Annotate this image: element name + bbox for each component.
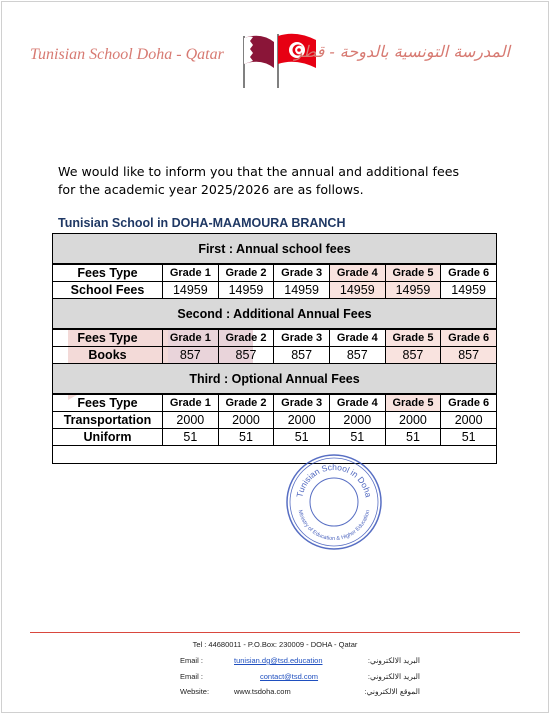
stamp-bottom-text: Ministry of Education & Higher Education bbox=[296, 509, 372, 543]
grade-header-row bbox=[53, 395, 497, 412]
footer-label-ar: البريد الالكتروني: bbox=[367, 672, 420, 681]
fee-value: 2000 bbox=[274, 412, 330, 429]
grade-header: Grade 4 bbox=[329, 395, 385, 412]
section-title: Third : Optional Annual Fees bbox=[53, 364, 497, 394]
grade-header: Grade 3 bbox=[274, 330, 330, 347]
section-title: Second : Additional Annual Fees bbox=[53, 299, 497, 329]
grade-header: Grade 6 bbox=[441, 330, 497, 347]
grade-header: Grade 1 bbox=[163, 265, 219, 282]
section-header-row bbox=[53, 364, 497, 394]
fee-value: 51 bbox=[329, 429, 385, 446]
empty-row bbox=[53, 446, 497, 464]
fee-label: Transportation bbox=[53, 412, 163, 429]
section-title: First : Annual school fees bbox=[53, 234, 497, 264]
fee-value: 2000 bbox=[385, 412, 441, 429]
grade-header: Grade 6 bbox=[441, 265, 497, 282]
fee-value: 51 bbox=[163, 429, 219, 446]
fees-type-header: Fees Type bbox=[53, 395, 163, 412]
fees-type-header: Fees Type bbox=[53, 330, 163, 347]
section-header-row bbox=[53, 299, 497, 329]
grade-header: Grade 3 bbox=[274, 395, 330, 412]
fee-value: 2000 bbox=[218, 412, 274, 429]
fee-value: 51 bbox=[274, 429, 330, 446]
fee-value: 2000 bbox=[329, 412, 385, 429]
grade-header: Grade 5 bbox=[385, 265, 441, 282]
intro-line-1: We would like to inform you that the annual and additional fees bbox=[58, 164, 460, 179]
grade-header: Grade 1 bbox=[163, 330, 219, 347]
fee-value: 14959 bbox=[329, 282, 385, 299]
grade-header: Grade 4 bbox=[329, 330, 385, 347]
grade-header-row bbox=[53, 330, 497, 347]
grade-header: Grade 2 bbox=[218, 330, 274, 347]
grade-header: Grade 1 bbox=[163, 395, 219, 412]
footer-email-row bbox=[180, 656, 420, 668]
footer-label: Email : bbox=[180, 656, 203, 665]
branch-title: Tunisian School in DOHA-MAAMOURA BRANCH bbox=[58, 216, 346, 230]
grade-header: Grade 4 bbox=[329, 265, 385, 282]
fee-value: 14959 bbox=[163, 282, 219, 299]
section-header-row bbox=[53, 234, 497, 264]
email-link[interactable]: tunisian.dg@tsd.education bbox=[234, 656, 323, 665]
fee-value: 857 bbox=[385, 347, 441, 364]
fee-label: School Fees bbox=[53, 282, 163, 299]
fees-type-header: Fees Type bbox=[53, 265, 163, 282]
grade-header-row bbox=[53, 265, 497, 282]
fee-value: 2000 bbox=[163, 412, 219, 429]
fee-value: 857 bbox=[329, 347, 385, 364]
fee-label: Uniform bbox=[53, 429, 163, 446]
fee-value: 51 bbox=[385, 429, 441, 446]
fee-row bbox=[53, 429, 497, 446]
fee-value: 2000 bbox=[441, 412, 497, 429]
grade-header: Grade 6 bbox=[441, 395, 497, 412]
intro-line-2: for the academic year 2025/2026 are as follows. bbox=[58, 182, 364, 197]
school-name-ar: المدرسة التونسية بالدوحة - قطر bbox=[294, 42, 510, 61]
letterhead bbox=[0, 28, 550, 88]
school-name-en: Tunisian School Doha - Qatar bbox=[30, 46, 224, 63]
website-text: www.tsdoha.com bbox=[234, 687, 291, 696]
footer-website-row bbox=[180, 687, 420, 699]
fee-value: 14959 bbox=[274, 282, 330, 299]
fee-value: 51 bbox=[218, 429, 274, 446]
fee-value: 51 bbox=[441, 429, 497, 446]
fee-label: Books bbox=[53, 347, 163, 364]
school-stamp bbox=[284, 452, 384, 552]
footer-label-ar: الموقع الالكتروني: bbox=[364, 687, 420, 696]
fee-row bbox=[53, 282, 497, 299]
fee-row bbox=[53, 412, 497, 429]
fee-value: 857 bbox=[218, 347, 274, 364]
fee-value: 14959 bbox=[218, 282, 274, 299]
fee-value: 14959 bbox=[441, 282, 497, 299]
fee-row bbox=[53, 347, 497, 364]
email-link[interactable]: contact@tsd.com bbox=[260, 672, 319, 681]
intro-paragraph bbox=[58, 163, 498, 199]
qatar-flag-icon bbox=[244, 36, 274, 88]
footer-email-row bbox=[180, 672, 420, 684]
grade-header: Grade 2 bbox=[218, 265, 274, 282]
fees-table bbox=[52, 233, 497, 464]
footer-label-ar: البريد الالكتروني: bbox=[367, 656, 420, 665]
fee-value: 857 bbox=[163, 347, 219, 364]
grade-header: Grade 2 bbox=[218, 395, 274, 412]
fee-value: 857 bbox=[274, 347, 330, 364]
grade-header: Grade 5 bbox=[385, 330, 441, 347]
fee-value: 14959 bbox=[385, 282, 441, 299]
footer-contact-line: Tel : 44680011 - P.O.Box: 230009 - DOHA - Qatar bbox=[192, 640, 358, 649]
grade-header: Grade 5 bbox=[385, 395, 441, 412]
footer-label: Email : bbox=[180, 672, 203, 681]
fee-value: 857 bbox=[441, 347, 497, 364]
grade-header: Grade 3 bbox=[274, 265, 330, 282]
footer-label: Website: bbox=[180, 687, 210, 696]
stamp-top-text: Tunisian School in Doha bbox=[294, 461, 374, 499]
footer-rule bbox=[30, 632, 520, 633]
